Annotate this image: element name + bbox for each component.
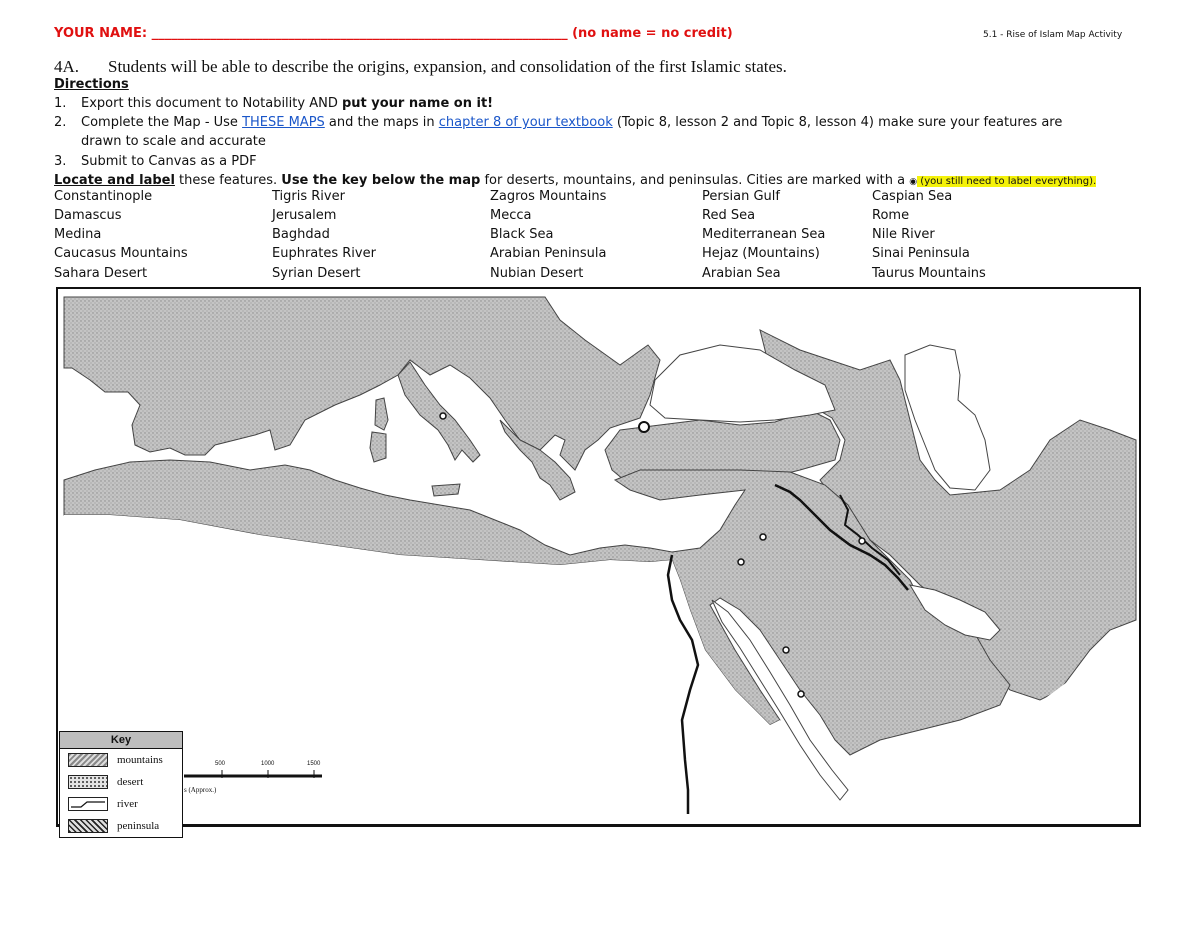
- feature-item: Arabian Sea: [702, 266, 781, 281]
- feature-item: Hejaz (Mountains): [702, 246, 820, 261]
- city-marker[interactable]: [440, 413, 446, 419]
- highlight-note: (you still need to label everything).: [917, 176, 1097, 187]
- city-marker[interactable]: [783, 647, 789, 653]
- key-row-desert: [68, 774, 143, 790]
- scale-caption: s (Approx.): [184, 786, 217, 794]
- feature-item: Black Sea: [490, 227, 554, 242]
- city-marker[interactable]: [639, 422, 649, 432]
- key-row-mountains: [68, 752, 163, 768]
- objective-text: Students will be able to describe the origins, expansion, and consolidation of the first Islamic states.: [108, 57, 787, 76]
- scale-tick-label: 1500: [307, 761, 321, 767]
- city-marker[interactable]: [798, 691, 804, 697]
- textbook-chapter-link[interactable]: chapter 8 of your textbook: [438, 115, 613, 130]
- scale-tick-label: 1000: [261, 761, 275, 767]
- city-dot-icon: ◉: [909, 177, 918, 187]
- these-maps-link[interactable]: THESE MAPS: [242, 115, 325, 130]
- scale-tick-label: 500: [215, 761, 226, 767]
- feature-item: Mediterranean Sea: [702, 227, 826, 242]
- key-row-peninsula: [68, 818, 159, 834]
- key-label: river: [117, 798, 138, 810]
- document-tag: 5.1 - Rise of Islam Map Activity: [983, 30, 1123, 40]
- map-key: [59, 731, 183, 838]
- feature-item: Nile River: [872, 227, 935, 242]
- island: [432, 484, 460, 496]
- feature-item: Taurus Mountains: [872, 266, 986, 281]
- river-swatch-icon: [68, 797, 108, 811]
- feature-item: Medina: [54, 227, 102, 242]
- feature-item: Caucasus Mountains: [54, 246, 188, 261]
- feature-item: Arabian Peninsula: [490, 246, 607, 261]
- feature-item: Constantinople: [54, 189, 153, 204]
- feature-item: Persian Gulf: [702, 189, 780, 204]
- peninsula-swatch-icon: [68, 819, 108, 833]
- feature-item: Nubian Desert: [490, 266, 584, 281]
- locate-key-emphasis: Use the key below the map: [281, 173, 481, 188]
- step-text: Complete the Map - Use: [81, 115, 243, 130]
- key-label: peninsula: [117, 820, 160, 832]
- feature-item: Euphrates River: [272, 246, 376, 261]
- feature-item: Zagros Mountains: [490, 189, 607, 204]
- directions-heading: Directions: [54, 77, 129, 92]
- feature-item: Syrian Desert: [272, 266, 361, 281]
- city-marker[interactable]: [859, 538, 865, 544]
- objective-code: 4A.: [54, 57, 80, 76]
- feature-item: Rome: [872, 208, 910, 223]
- name-prompt[interactable]: YOUR NAME: ________________________________________________________________ (no name = no credit): [54, 26, 733, 41]
- desert-swatch-icon: [68, 775, 108, 789]
- key-label: mountains: [117, 754, 163, 766]
- step-text: (Topic 8, lesson 2 and Topic 8, lesson 4) make sure your features are: [612, 115, 1063, 130]
- mountains-swatch-icon: [68, 753, 108, 767]
- feature-item: Jerusalem: [272, 208, 337, 223]
- step-text: Export this document to Notability AND: [81, 96, 342, 111]
- feature-item: Caspian Sea: [872, 189, 953, 204]
- locate-lead: Locate and label: [54, 173, 175, 188]
- city-marker[interactable]: [760, 534, 766, 540]
- step-number: 2.: [54, 115, 67, 130]
- feature-item: Sinai Peninsula: [872, 246, 970, 261]
- step-text: Submit to Canvas as a PDF: [81, 154, 257, 169]
- feature-item: Tigris River: [272, 189, 345, 204]
- island: [375, 398, 388, 430]
- key-row-river: [68, 796, 138, 812]
- island: [370, 432, 386, 462]
- direction-step-2-continued: drawn to scale and accurate: [81, 134, 266, 149]
- key-title: Key: [60, 732, 182, 749]
- locate-text: for deserts, mountains, and peninsulas. Cities are marked with a: [480, 173, 910, 188]
- step-emphasis: put your name on it!: [341, 96, 494, 111]
- feature-item: Baghdad: [272, 227, 330, 242]
- step-number: 1.: [54, 96, 67, 111]
- locate-text: these features.: [174, 173, 282, 188]
- feature-item: Red Sea: [702, 208, 756, 223]
- step-text: and the maps in: [324, 115, 439, 130]
- feature-item: Mecca: [490, 208, 532, 223]
- city-marker[interactable]: [738, 559, 744, 565]
- europe-landmass: [64, 297, 660, 470]
- key-label: desert: [117, 776, 144, 788]
- step-number: 3.: [54, 154, 67, 169]
- feature-item: Sahara Desert: [54, 266, 148, 281]
- feature-item: Damascus: [54, 208, 122, 223]
